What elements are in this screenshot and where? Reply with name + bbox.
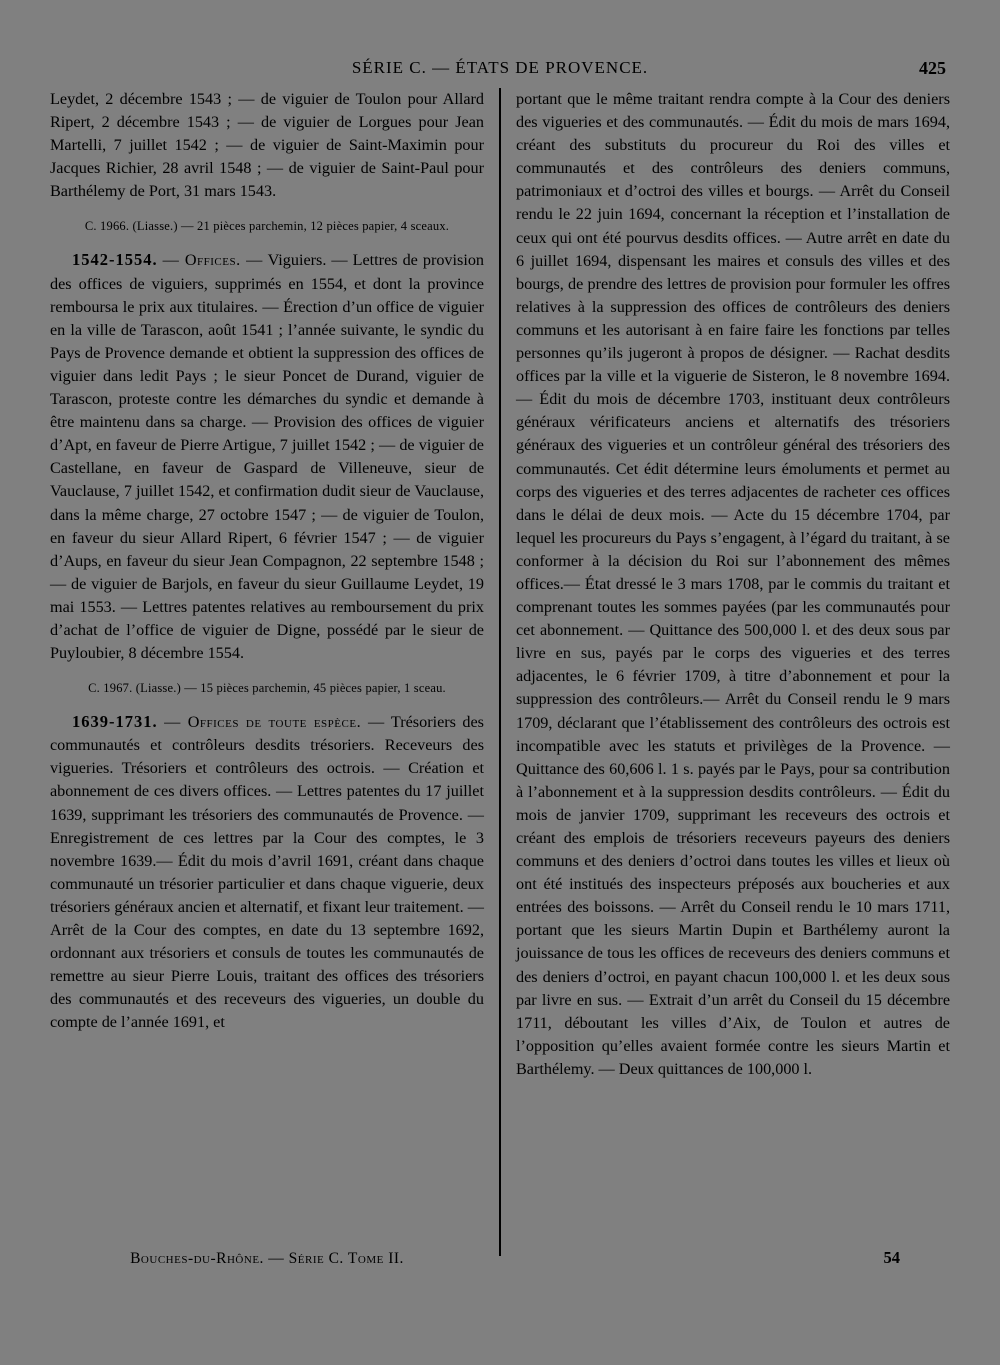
entry-subject: — Offices de toute espèce. — [164, 713, 385, 732]
running-head: SÉRIE C. — ÉTATS DE PROVENCE. [351, 58, 649, 77]
entry-text: Trésoriers des communautés et contrôleurs desdits trésoriers. Receveurs des vigueries. Trésoriers et contrôleurs des octrois. — Création et abonnement de ces divers offices. — Lettres patentes du 17 juillet 1639, supprimant les trésoriers des communautés de Provence. — Enregistrement de ces lettres par la Cour des comptes, le 3 novembre 1639.— Édit du mois d’avril 1691, créant dans chaque communauté un trésorier particulier et dans chaque viguerie, deux trésoriers généraux ancien et alternatif, et fixant leur traitement. — Arrêt de la Cour des comptes, en date du 13 septembre 1692, ordonnant aux trésoriers et consuls de toutes les communautés de remettre au sieur Pierre Louis, traitant des offices des trésoriers des communautés et des receveurs des vigueries, un double du compte de l’année 1691, et [50, 713, 484, 1032]
page-number: 425 [919, 58, 946, 78]
right-column [516, 88, 950, 1081]
intro-paragraph: Leydet, 2 décembre 1543 ; — de viguier de Toulon pour Allard Ripert, 2 décembre 1543 ; — de viguier de Lorgues pour Jean Martelli, 7 juillet 1542 ; — de viguier de Saint-Maximin pour Jacques Richier, 28 avril 1548 ; — de viguier de Saint-Paul pour Barthélemy de Port, 31 mars 1543. [50, 90, 484, 201]
entry-date: 1542-1554. [72, 250, 158, 270]
entry-subject: — Offices. — [162, 251, 263, 270]
column-divider [499, 88, 501, 1256]
footer-collection: Bouches-du-Rhône. — Série C. Tome II. [130, 1250, 404, 1267]
footer-signature-mark: 54 [883, 1248, 900, 1267]
entry-1542-1554 [50, 248, 484, 665]
entry-text: Viguiers. — Lettres de provision des offices de viguiers, supprimés en 1554, et dont la province remboursa le prix aux titulaires. — Érection d’un office de viguier en la ville de Tarascon, août 1541 ; l’année suivante, le syndic du Pays de Provence demande et obtient la suppression des offices de viguier dans ledit Pays ; le sieur Poncet de Durand, viguier de Tarascon, proteste contre les démarches du syndic et demande à être maintenu dans sa charge. — Provision des offices de viguier d’Apt, en faveur de Pierre Artigue, 7 juillet 1542 ; — de viguier de Castellane, en faveur de Gaspard de Villeneuve, sieur de Vauclause, 7 juillet 1542, et confirmation dudit sieur de Vauclause, dans la même charge, 27 octobre 1547 ; — de viguier de Toulon, en faveur du sieur Allard Ripert, 6 février 1547 ; — de viguier d’Aups, en faveur du sieur Jean Compagnon, 22 septembre 1548 ; — de viguier de Barjols, en faveur du sieur Guillaume Leydet, 19 mai 1553. — Lettres patentes relatives au remboursement du prix d’achat de l’office de viguier de Digne, possédé par le sieur de Puyloubier, 8 décembre 1554. [50, 251, 485, 663]
archive-reference-c1967: C. 1967. (Liasse.) — 15 pièces parchemin, 45 pièces papier, 1 sceau. [88, 681, 446, 696]
left-column [50, 88, 484, 1034]
entry-date: 1639-1731. [72, 712, 158, 732]
page-header [0, 56, 1000, 82]
continued-paragraph: portant que le même traitant rendra compte à la Cour des deniers des vigueries et des communautés. — Édit du mois de mars 1694, créant des substituts du procureur du Roi des villes et communautés et des contrôleurs des deniers communs, patrimoniaux et d’octroi des villes et bourgs. — Arrêt du Conseil rendu le 22 juin 1694, concernant la réception et l’installation de ceux qui ont été pourvus desdits offices. — Autre arrêt en date du 6 juillet 1694, dispensant les maires et consuls des villes et des bourgs, de prendre des lettres de provision pour formuler les offres relatives à la suppression des offices de contrôleurs des deniers communs et les autorisant à en faire faire les fonctions par telles personnes qu’ils jugeront à propos de désigner. — Rachat desdits offices par la ville et la viguerie de Sisteron, le 8 novembre 1694. — Édit du mois de décembre 1703, instituant deux contrôleurs généraux vérificateurs anciens et alternatifs des trésoriers généraux des vigueries et un contrôleur général des trésoriers des communautés. Cet édit détermine leurs émoluments et permet au corps des vigueries et des terres adjacentes de racheter ces offices dans le délai de deux mois. — Acte du 15 décembre 1704, par lequel les procureurs du Pays s’engagent, à l’égard du traitant, à se conformer à la décision du Roi sur l’abonnement des mêmes offices.— État dressé le 3 mars 1708, par le commis du traitant et comprenant toutes les sommes payées (par les communautés pour cet abonnement. — Quittance des 500,000 l. et des deux sous par livre en sus, payés par le corps des vigueries et des terres adjacentes, le 6 février 1709, à titre d’abonnement et pour la suppression des contrôleurs.— Arrêt du Conseil rendu le 9 mars 1709, déclarant que l’établissement des contrôleurs des octrois est incompatible avec les statuts et privilèges de la Provence. — Quittance des 60,606 l. 1 s. payés par le Pays, pour sa contribution à l’abonnement et à la suppression desdits contrôleurs. — Édit du mois de janvier 1709, supprimant les receveurs des octrois et créant des emplois de trésoriers receveurs payeurs des deniers communs et des deniers d’octroi dans toutes les villes et lieux où ont été institués des inspecteurs préposés aux boucheries et aux entrées des boissons. — Arrêt du Conseil rendu le 10 mars 1711, portant que les sieurs Martin Dupin et Barthélemy auront la jouissance de tous les offices de receveurs des deniers communs et des deniers d’octroi, en payant chacun 100,000 l. et les deux sous par livre en sus. — Extrait d’un arrêt du Conseil du 15 décembre 1711, déboutant les villes d’Aix, de Toulon et autres de l’opposition qu’elles avaient formée contre les sieurs Martin et Barthélemy. — Deux quittances de 100,000 l. [516, 90, 950, 1078]
archive-reference-c1966: C. 1966. (Liasse.) — 21 pièces parchemin, 12 pièces papier, 4 sceaux. [84, 219, 450, 234]
entry-1639-1731 [50, 710, 484, 1034]
